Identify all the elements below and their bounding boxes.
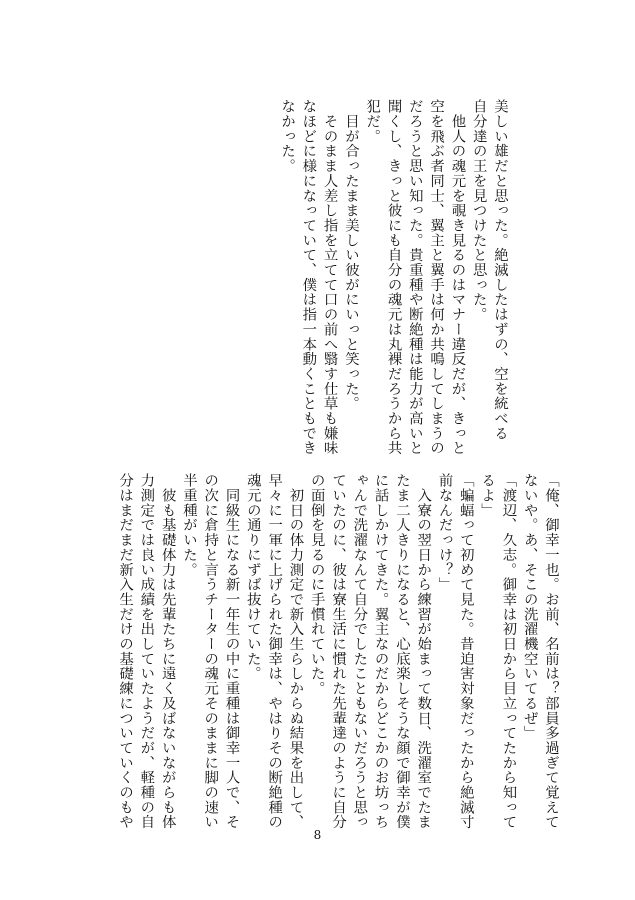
text-block-lower	[71, 473, 561, 830]
text-line: 他人の魂元を覗き見るのはマナー違反だが、きっと	[449, 99, 466, 456]
text-line: 自分達の王を見つけたと思った。	[470, 99, 487, 322]
text-line: ないや。あ、そこの洗濯機空いてるぜ」	[521, 473, 538, 741]
text-line: なかった。	[279, 99, 296, 174]
text-line: 早々に一軍に上げられた御幸は、やはりその断絶種の	[266, 473, 283, 830]
text-line: たま二人きりになると、心底楽しそうな顔で御幸が僕	[393, 473, 410, 830]
text-line: 前なんだっけ？」	[436, 473, 453, 592]
text-line: だろうと思い知った。貴重種や断絶種は能力が高いと	[406, 99, 423, 456]
text-line: 同級生になる新一年生の中に重種は御幸一人で、そ	[223, 473, 240, 830]
text-line: 美しい雄だと思った。絶滅したはずの、空を統べる	[492, 99, 508, 441]
text-line: 初日の体力測定で新入生らしからぬ結果を出して、	[287, 473, 304, 830]
text-line: 「俺、御幸一也。お前、名前は？部員多過ぎて覚えて	[543, 473, 559, 830]
text-line: 魂元の通りにずば抜けていた。	[244, 473, 261, 681]
text-block-upper	[180, 99, 510, 456]
text-line: 聞くし、きっと彼にも自分の魂元は丸裸だろうから共	[385, 99, 402, 456]
text-line: 「蝙蝠って初めて見た。昔迫害対象だったから絶滅寸	[457, 473, 474, 830]
text-line: 犯だ。	[364, 99, 381, 144]
text-line: ゃんで洗濯なんて自分でしたこともないだろうと思っ	[351, 473, 368, 830]
text-line: に話しかけてきた。翼主なのだからどこかのお坊っち	[372, 473, 389, 830]
text-line: 力測定では良い成績を出していたようだが、軽種の自	[138, 473, 155, 830]
text-line: 彼も基礎体力は先輩たちに遠く及ばないながらも体	[159, 473, 176, 830]
page-number: 8	[313, 828, 322, 842]
text-line: の次に倉持と言うチーターの魂元そのままに脚の速い	[202, 473, 219, 830]
text-line: 半重種がいた。	[180, 473, 197, 577]
text-line: なほどに様になっていて、僕は指一本動くこともでき	[300, 99, 317, 456]
text-line: 入寮の翌日から練習が始まって数日、洗濯室でたま	[415, 473, 432, 830]
text-line: るよ」	[479, 473, 496, 518]
text-line: の面倒を見るのに手慣れていた。	[308, 473, 325, 696]
text-line: 空を飛ぶ者同士、翼主と翼手は何か共鳴してしまうの	[428, 99, 445, 456]
text-line: ていたのに、彼は寮生活に慣れた先輩達のように自分	[330, 473, 347, 830]
text-line: 目が合ったまま美しい彼がにいっと笑った。	[342, 99, 359, 411]
text-line: 「渡辺、久志。御幸は初日から目立ってたから知って	[500, 473, 517, 830]
text-line: そのまま人差し指を立てて口の前へ翳す仕草も嫌味	[321, 99, 338, 456]
text-line: 分はまだまだ新入生だけの基礎練についていくのもや	[117, 473, 134, 830]
